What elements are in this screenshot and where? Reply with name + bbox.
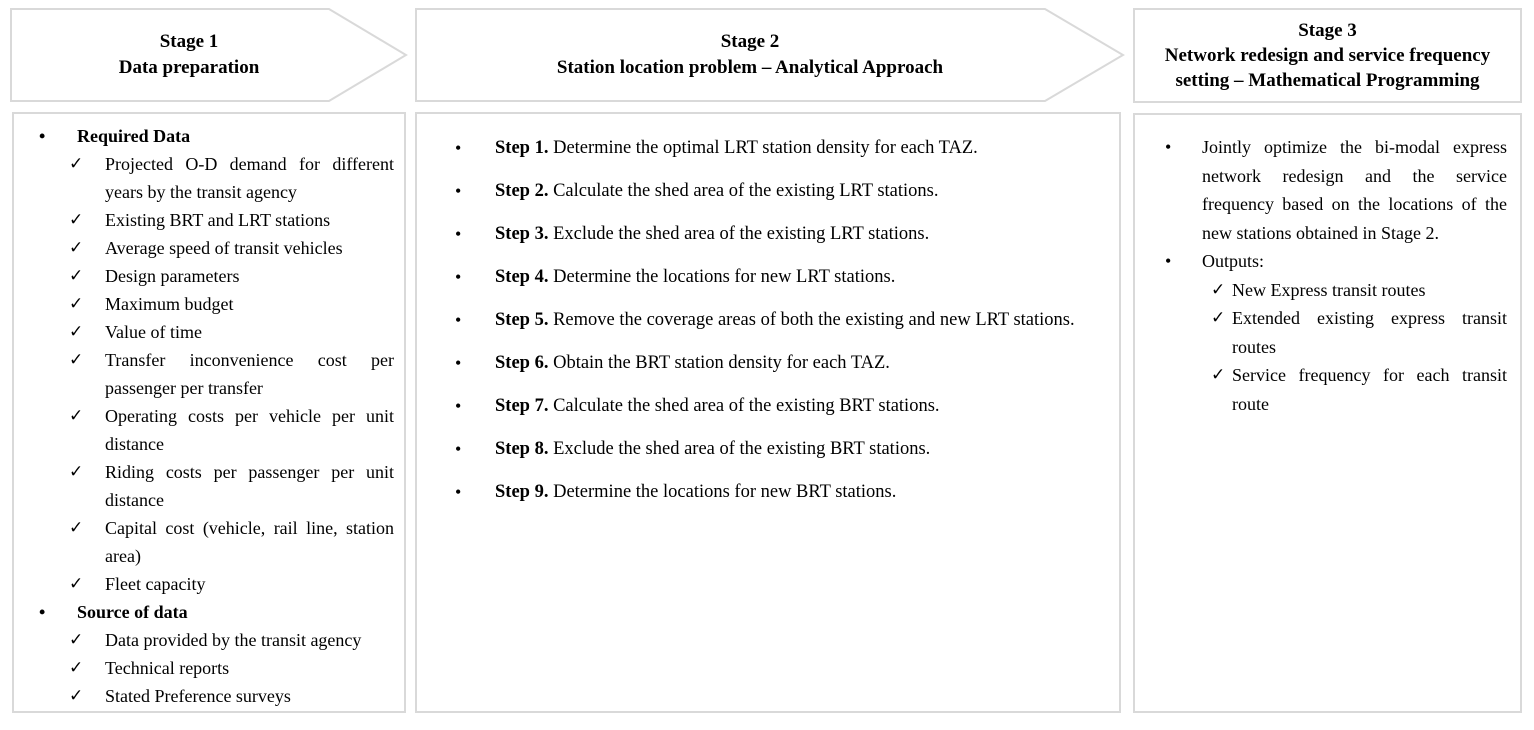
bullet-icon: •: [455, 396, 462, 416]
list-item-text: Technical reports: [105, 658, 230, 678]
step-row: [417, 392, 1119, 420]
step-text: Calculate the shed area of the existing BRT stations.: [553, 396, 940, 416]
step-row: [417, 478, 1119, 506]
list-item-text: Riding costs per passenger per unit distance: [105, 462, 394, 510]
stage2-title-line2: Station location problem – Analytical Approach: [556, 57, 944, 78]
step-text: Obtain the BRT station density for each TAZ.: [553, 353, 890, 373]
check-icon: ✓: [69, 658, 84, 678]
step-label: Step 1.: [495, 138, 549, 158]
check-icon: ✓: [69, 630, 84, 650]
list-item: [1135, 276, 1520, 305]
list-item: [14, 626, 404, 654]
bullet-icon: •: [455, 353, 462, 373]
step-label: Step 4.: [495, 267, 549, 287]
jointly-optimize-paragraph: [1135, 133, 1520, 247]
bullet-icon: •: [455, 138, 462, 158]
bullet-icon: •: [1165, 251, 1172, 271]
stage1-content-box: [12, 112, 406, 713]
list-item: [14, 458, 404, 514]
list-item-text: Operating costs per vehicle per unit distance: [105, 406, 394, 454]
bullet-icon: •: [455, 267, 462, 287]
list-item: [14, 290, 404, 318]
list-item-text: Service frequency for each transit route: [1232, 365, 1507, 414]
step-text: Determine the locations for new BRT stations.: [553, 482, 897, 502]
check-icon: ✓: [69, 350, 84, 370]
stage3-content-box: [1133, 113, 1522, 713]
list-item: [14, 318, 404, 346]
list-item: [1135, 361, 1520, 418]
check-icon: ✓: [69, 294, 84, 314]
list-item: [14, 514, 404, 570]
list-item-text: Projected O-D demand for different years by the transit agency: [105, 154, 394, 202]
bullet-icon: •: [39, 602, 46, 622]
source-of-data-heading-row: [14, 598, 404, 626]
stage1-title-line1: Stage 1: [159, 31, 219, 52]
required-data-heading-row: [14, 122, 404, 150]
stage2-content-box: [415, 112, 1121, 713]
step-row: [417, 220, 1119, 248]
section-heading: Required Data: [77, 126, 191, 146]
bullet-icon: •: [1165, 137, 1172, 157]
paragraph-text: Jointly optimize the bi-modal express network redesign and the service frequency based on the locations of the new stations obtained in Stage 2.: [1202, 137, 1507, 243]
list-item: [14, 234, 404, 262]
check-icon: ✓: [69, 406, 84, 426]
list-item-text: Transfer inconvenience cost per passenger per transfer: [105, 350, 394, 398]
list-item-text: Value of time: [105, 322, 202, 342]
stage3-title-line2: Network redesign and service frequency setting – Mathematical Programming: [1164, 45, 1491, 91]
list-item: [14, 206, 404, 234]
step-row: [417, 263, 1119, 291]
step-label: Step 5.: [495, 310, 549, 330]
outputs-label: Outputs:: [1202, 251, 1265, 271]
check-icon: ✓: [69, 238, 84, 258]
list-item: [14, 346, 404, 402]
step-row: [417, 306, 1119, 334]
step-text: Determine the optimal LRT station density for each TAZ.: [553, 138, 978, 158]
stage1-title-line2: Data preparation: [118, 57, 260, 78]
step-text: Exclude the shed area of the existing BRT stations.: [553, 439, 931, 459]
step-label: Step 9.: [495, 482, 549, 502]
step-row: [417, 134, 1119, 162]
check-icon: ✓: [69, 686, 84, 706]
list-item-text: Data provided by the transit agency: [105, 630, 362, 650]
list-item-text: Stated Preference surveys: [105, 686, 291, 706]
list-item-text: Existing BRT and LRT stations: [105, 210, 331, 230]
check-icon: ✓: [69, 574, 84, 594]
stage2-banner: [415, 8, 1125, 102]
check-icon: ✓: [69, 322, 84, 342]
list-item: [14, 150, 404, 206]
list-item: [1135, 304, 1520, 361]
bullet-icon: •: [39, 126, 46, 146]
step-label: Step 8.: [495, 439, 549, 459]
list-item: [14, 262, 404, 290]
step-row: [417, 349, 1119, 377]
check-icon: ✓: [69, 210, 84, 230]
bullet-icon: •: [455, 181, 462, 201]
list-item-text: Capital cost (vehicle, rail line, station area): [105, 518, 394, 566]
check-icon: ✓: [69, 154, 84, 174]
step-label: Step 2.: [495, 181, 549, 201]
list-item-text: Average speed of transit vehicles: [105, 238, 343, 258]
bullet-icon: •: [455, 482, 462, 502]
section-heading: Source of data: [77, 602, 188, 622]
list-item-text: Extended existing express transit routes: [1232, 308, 1507, 357]
list-item: [14, 402, 404, 458]
step-text: Remove the coverage areas of both the existing and new LRT stations.: [553, 310, 1075, 330]
stage1-banner: [10, 8, 408, 102]
outputs-heading-row: [1135, 247, 1520, 276]
list-item: [14, 682, 404, 710]
check-icon: ✓: [1211, 308, 1226, 328]
list-item-text: Maximum budget: [105, 294, 234, 314]
bullet-icon: •: [455, 439, 462, 459]
bullet-icon: •: [455, 224, 462, 244]
step-row: [417, 177, 1119, 205]
list-item: [14, 570, 404, 598]
step-text: Exclude the shed area of the existing LRT stations.: [553, 224, 930, 244]
step-label: Step 3.: [495, 224, 549, 244]
list-item-text: Design parameters: [105, 266, 240, 286]
step-label: Step 7.: [495, 396, 549, 416]
step-text: Calculate the shed area of the existing LRT stations.: [553, 181, 939, 201]
step-text: Determine the locations for new LRT stations.: [553, 267, 896, 287]
stage3-banner: [1133, 8, 1522, 103]
stage2-title-line1: Stage 2: [720, 31, 780, 52]
step-label: Step 6.: [495, 353, 549, 373]
check-icon: ✓: [1211, 279, 1226, 300]
step-row: [417, 435, 1119, 463]
check-icon: ✓: [69, 518, 84, 538]
stage3-title-line1: Stage 3: [1298, 20, 1357, 41]
list-item-text: Fleet capacity: [105, 574, 206, 594]
check-icon: ✓: [69, 462, 84, 482]
list-item-text: New Express transit routes: [1232, 279, 1426, 300]
check-icon: ✓: [69, 266, 84, 286]
list-item: [14, 654, 404, 682]
check-icon: ✓: [1211, 365, 1226, 385]
bullet-icon: •: [455, 310, 462, 330]
